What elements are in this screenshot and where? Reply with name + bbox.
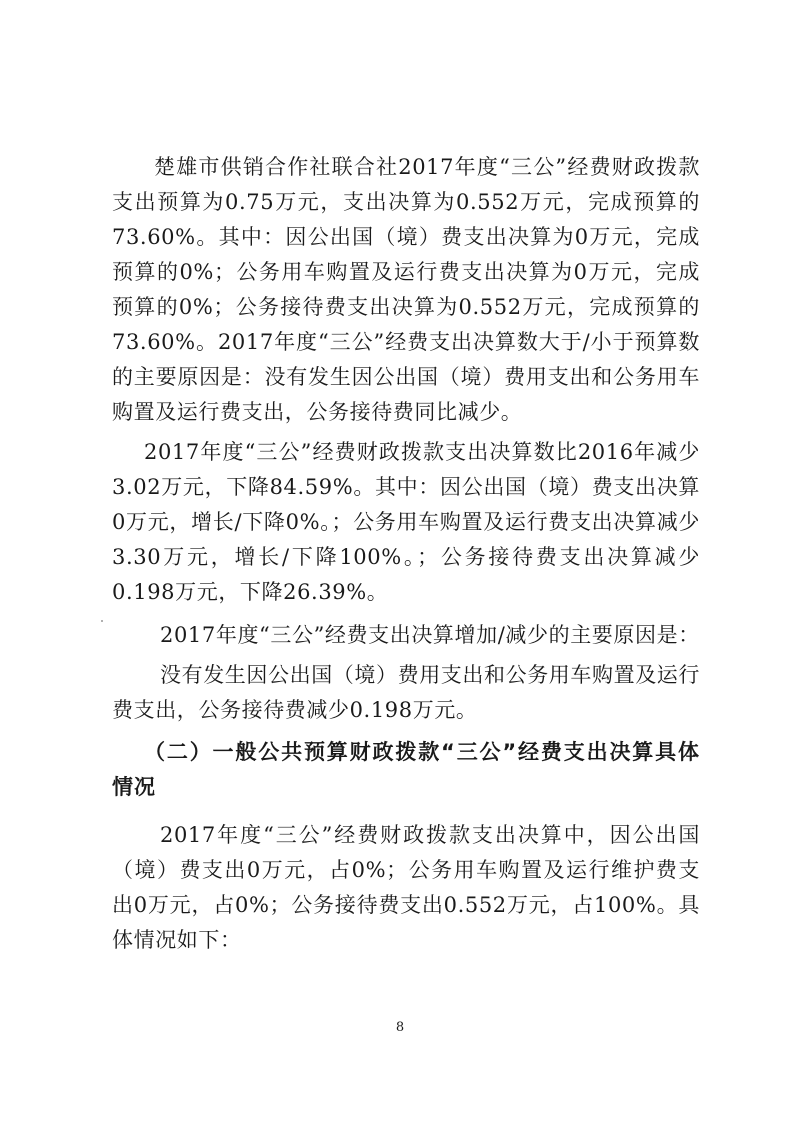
section-heading: （二）一般公共预算财政拨款“三公”经费支出决算具体情况 — [112, 740, 700, 799]
paragraph-breakdown: 2017年度“三公”经费财政拨款支出决算中，因公出国（境）费支出0万元，占0%；公务用车购置及运行维护费支出0万元，占0%；公务接待费支出0.552万元，占100%。具体情况如下： — [112, 823, 700, 952]
paragraph-budget-summary: 楚雄市供销合作社联合社2017年度“三公”经费财政拨款支出预算为0.75万元，支出决算为0.552万元，完成预算的73.60%。其中：因公出国（境）费支出决算为0万元，完成预算的0%；公务用车购置及运行费支出决算为0万元，完成预算的0%；公务接待费支出决算为0.552万元，完成预算的73.60%。2017年度“三公”经费支出决算数大于/小于预算数的主要原因是：没有发生因公出国（境）费用支出和公务用车购置及运行费支出，公务接待费同比减少。 — [112, 155, 700, 424]
paragraph-year-comparison: 2017年度“三公”经费财政拨款支出决算数比2016年减少3.02万元，下降84.59%。其中：因公出国（境）费支出决算0万元，增长/下降0%。；公务用车购置及运行费支出决算减少3.30万元，增长/下降100%。；公务接待费支出决算减少0.198万元，下降26.39%。 — [112, 440, 700, 604]
paragraph-reason-detail: 没有发生因公出国（境）费用支出和公务用车购置及运行费支出，公务接待费减少0.198万元。 — [112, 663, 700, 722]
stray-mark — [101, 620, 103, 622]
paragraph-reason-intro: 2017年度“三公”经费支出决算增加/减少的主要原因是： — [160, 623, 700, 647]
page-number: 8 — [395, 1020, 405, 1035]
